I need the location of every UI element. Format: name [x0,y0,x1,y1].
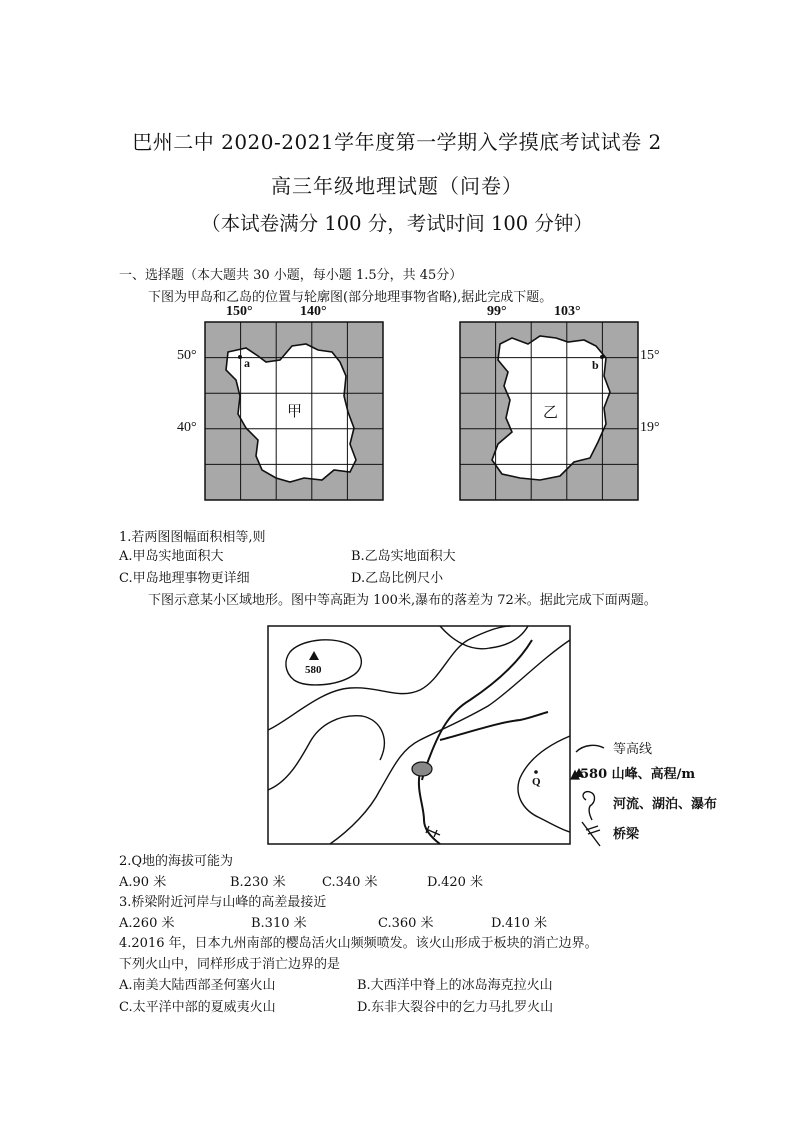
q2-option-b: B.230 米 [230,875,286,890]
jia-top-label-2: 140° [300,304,327,319]
q4-option-b: B.大西洋中脊上的冰岛海克拉火山 [357,978,553,993]
q2-option-a: A.90 米 [119,875,167,890]
jia-left-label-2: 40° [177,420,197,435]
intro-2: 下图示意某小区域地形。图中等高距为 100米,瀑布的落差为 72米。据此完成下面两题。 [148,593,657,608]
q2-stem: 2.Q地的海拔可能为 [119,854,234,869]
q4-stem-line2: 下列火山中，同样形成于消亡边界的是 [119,957,341,972]
q4-option-d: D.东非大裂谷中的乞力马扎罗火山 [357,1000,554,1015]
exam-subtitle: 高三年级地理试题（问卷） [271,174,523,198]
jia-left-label-1: 50° [177,348,197,363]
legend-contour-symbol [576,745,604,752]
q1-stem: 1.若两图图幅面积相等,则 [119,530,266,545]
legend-bridge-a [586,826,598,830]
point-q-marker [534,770,538,774]
legend-contour-label: 等高线 [613,742,653,757]
yi-island-label: 乙 [543,403,559,421]
lake [412,762,432,776]
q3-option-d: D.410 米 [491,916,548,931]
legend-symbols [574,745,604,846]
legend-river-label: 河流、湖泊、瀑布 [613,797,718,812]
q3-option-b: B.310 米 [251,916,307,931]
yi-right-label-1: 15° [640,348,660,363]
legend-peak-label: ▲580 山峰、高程/m [570,767,696,782]
legend-bridge-label: 桥梁 [613,827,640,842]
q1-option-b: B.乙岛实地面积大 [351,549,456,564]
q4-option-a: A.南美大陆西部圣何塞火山 [119,978,276,993]
jia-point-a-label: a [244,356,250,370]
q1-option-d: D.乙岛比例尺小 [351,571,444,586]
point-b-marker [600,355,604,359]
section-intro: 下图为甲岛和乙岛的位置与轮廓图(部分地理事物省略),据此完成下题。 [148,290,553,305]
yi-right-label-2: 19° [640,420,660,435]
q1-option-a: A.甲岛实地面积大 [119,549,224,564]
jia-island-label: 甲 [287,402,303,420]
q2-option-c: C.340 米 [322,875,378,890]
topo-map [268,626,570,844]
exam-title: 巴州二中 2020-2021学年度第一学期入学摸底考试试卷 2 [132,130,662,154]
q1-option-c: C.甲岛地理事物更详细 [119,571,250,586]
q4-stem-line1: 4.2016 年，日本九州南部的樱岛活火山频频喷发。该火山形成于板块的消亡边界。 [119,936,598,951]
q4-option-c: C.太平洋中部的夏威夷火山 [119,1000,276,1015]
q3-option-c: C.360 米 [378,916,434,931]
q3-stem: 3.桥梁附近河岸与山峰的高差最接近 [119,895,327,910]
q3-option-a: A.260 米 [119,916,175,931]
point-a-marker [238,355,242,359]
section-heading: 一、选择题（本大题共 30 小题，每小题 1.5分，共 45分） [119,268,463,283]
q2-option-d: D.420 米 [427,875,484,890]
jia-top-label-1: 150° [226,304,253,319]
legend-river-symbol [583,792,594,820]
point-q-label: Q [532,776,541,788]
peak-elevation-label: 580 [305,664,322,676]
exam-note: （本试卷满分 100 分，考试时间 100 分钟） [201,212,593,235]
yi-point-b-label: b [592,358,599,372]
yi-top-label-1: 99° [487,304,507,319]
yi-top-label-2: 103° [554,304,581,319]
